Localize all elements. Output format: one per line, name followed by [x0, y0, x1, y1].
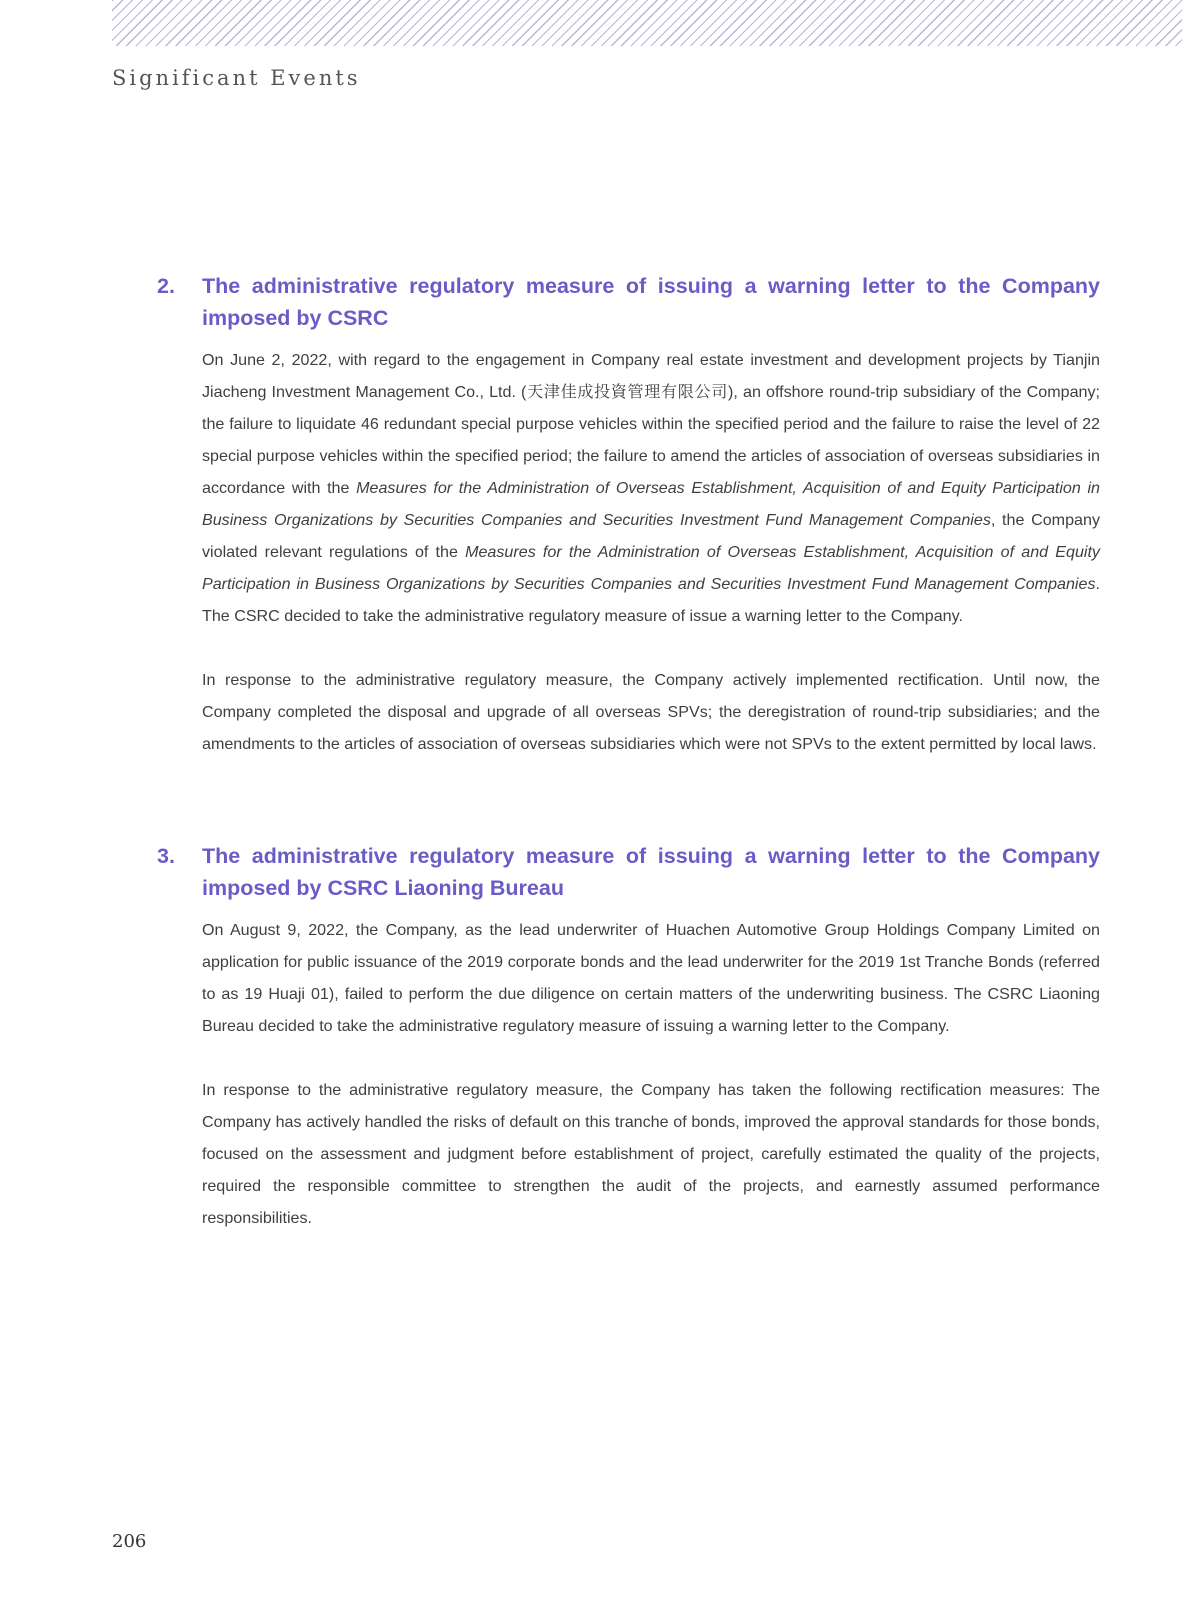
section-title: The administrative regulatory measure of issuing a warning letter to the Company imposed by CSRC Liaoning Bureau	[202, 844, 1100, 900]
section-heading	[157, 840, 1100, 904]
section-heading	[157, 270, 1100, 334]
section-3	[157, 840, 1100, 1234]
regulation-title-italic: Measures for the Administration of Overseas Establishment, Acquisition of and Equity Participation in Business Organizations by Securities Companies and Securities Investment Fund Management Companies	[202, 543, 1100, 593]
paragraph: In response to the administrative regulatory measure, the Company has taken the following rectification measures: The Company has actively handled the risks of default on this tranche of bonds, improved the approval standards for those bonds, focused on the assessment and judgment before establishment of project, carefully estimated the quality of the projects, required the responsible committee to strengthen the audit of the projects, and earnestly assumed performance responsibilities.	[202, 1081, 1100, 1227]
section-title: The administrative regulatory measure of issuing a warning letter to the Company imposed by CSRC	[202, 274, 1100, 330]
section-number: 3.	[157, 844, 175, 868]
page-number: 206	[112, 1531, 147, 1552]
paragraph-text: . The CSRC decided to take the administrative regulatory measure of issue a warning letter to the Company.	[202, 575, 1100, 625]
paragraph-text: On June 2, 2022, with regard to the engagement in Company real estate investment and development projects by Tianjin Jiacheng Investment Management Co., Ltd. (天津佳成投資管理有限公司), an offshore round-trip subsidiary of the Company; the failure to liquidate 46 redundant special purpose vehicles within the specified period and the failure to raise the level of 22 special purpose vehicles within the specified period; the failure to amend the articles of association of overseas subsidiaries in accordance with the	[202, 351, 1100, 497]
regulation-title-italic: Measures for the Administration of Overseas Establishment, Acquisition of and Equity Participation in Business Organizations by Securities Companies and Securities Investment Fund Management Companies	[202, 479, 1100, 529]
section-2	[157, 270, 1100, 760]
section-number: 2.	[157, 274, 175, 298]
paragraph	[202, 344, 1100, 632]
paragraph: On August 9, 2022, the Company, as the lead underwriter of Huachen Automotive Group Holdings Company Limited on application for public issuance of the 2019 corporate bonds and the lead underwriter for the 2019 1st Tranche Bonds (referred to as 19 Huaji 01), failed to perform the due diligence on certain matters of the underwriting business. The CSRC Liaoning Bureau decided to take the administrative regulatory measure of issuing a warning letter to the Company.	[202, 921, 1100, 1035]
paragraph: In response to the administrative regulatory measure, the Company actively implemented rectification. Until now, the Company completed the disposal and upgrade of all overseas SPVs; the deregistration of round-trip subsidiaries; and the amendments to the articles of association of overseas subsidiaries which were not SPVs to the extent permitted by local laws.	[202, 671, 1100, 753]
running-title: Significant Events	[112, 66, 361, 90]
header-hatch-band	[112, 0, 1182, 46]
paragraph-text: , the Company violated relevant regulations of the	[202, 511, 1100, 561]
